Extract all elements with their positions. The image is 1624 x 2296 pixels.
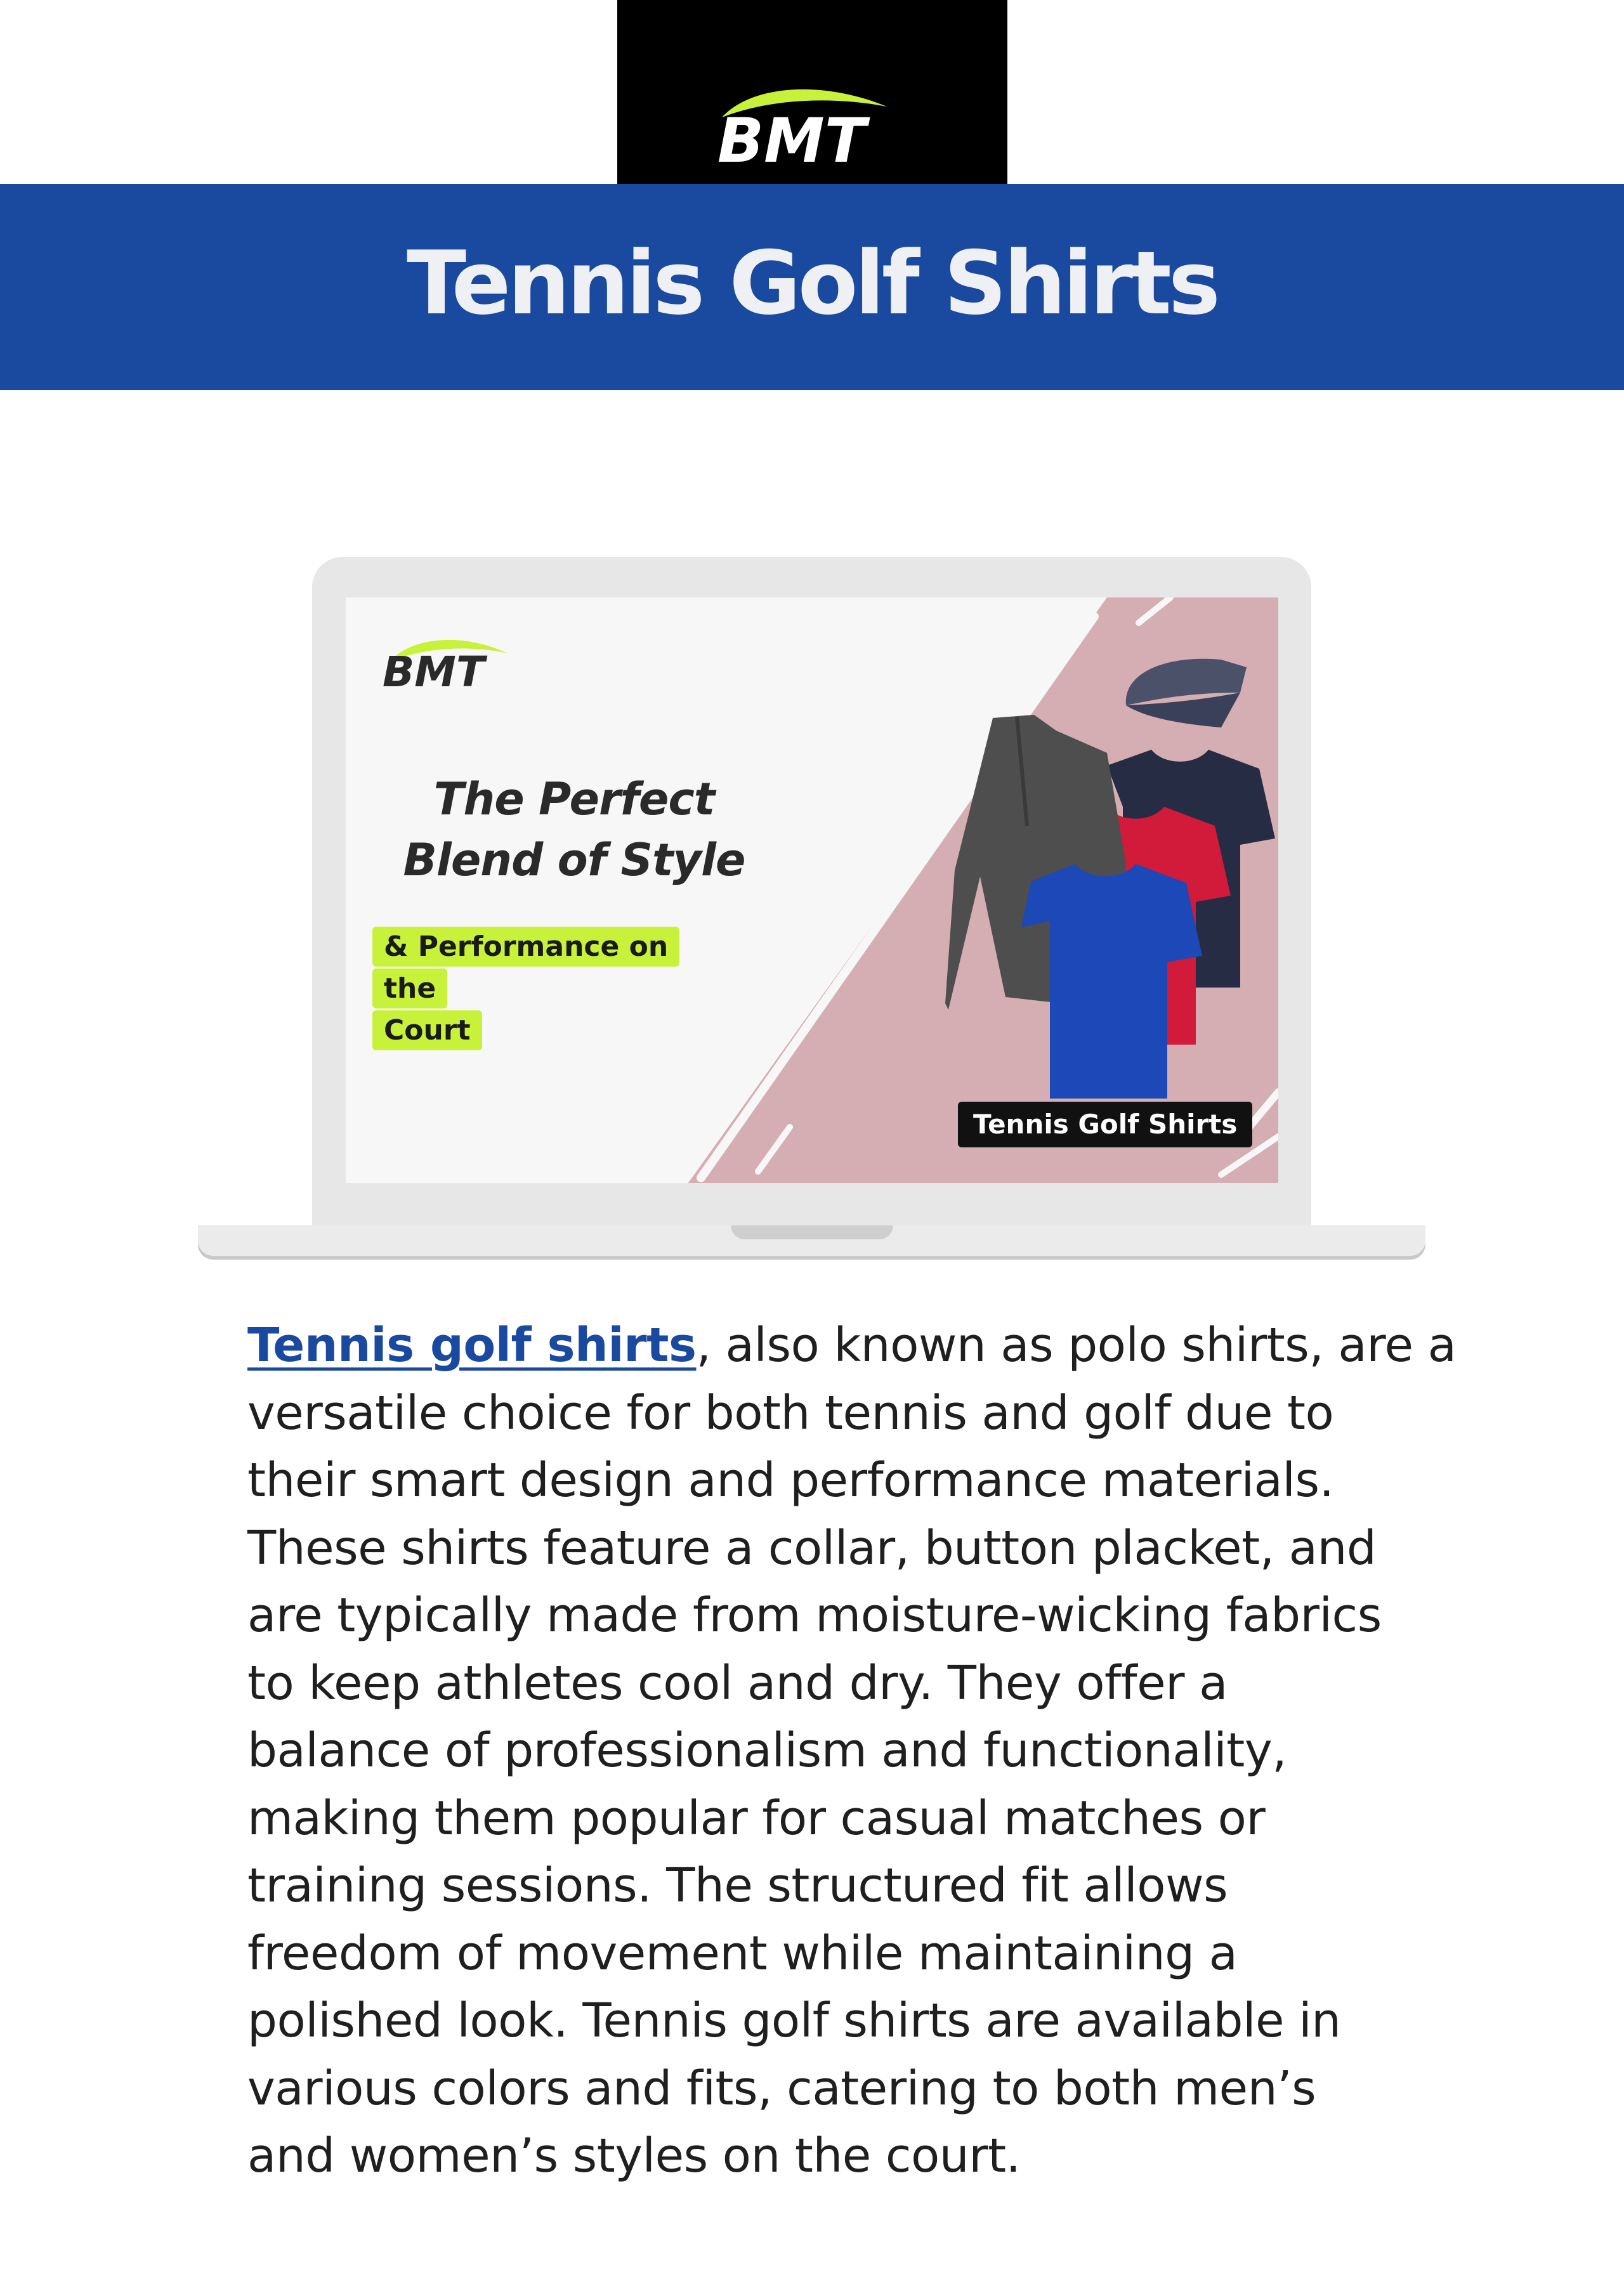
article-line: are typically made from moisture-wicking fabrics [247, 1588, 1382, 1643]
promo-headline-line-2: Blend of Style [403, 834, 745, 886]
article-line: polished look. Tennis golf shirts are available in [247, 1993, 1341, 2048]
article-line: various colors and fits, catering to both men’s [247, 2061, 1316, 2116]
promo-subheadline [372, 926, 740, 1052]
article-line: versatile choice for both tennis and golf due to [247, 1385, 1334, 1440]
promo-sub-line-1: & Performance on the [372, 927, 679, 1008]
article-line [247, 1312, 1457, 1380]
article-line: and women’s styles on the court. [247, 2129, 1021, 2183]
promo-headline [371, 769, 777, 890]
article-line: balance of professionalism and functionality, [247, 1723, 1287, 1778]
article-line: freedom of movement while maintaining a [247, 1926, 1238, 1981]
laptop-notch [731, 1225, 893, 1239]
bmt-logo-icon [617, 0, 1007, 184]
promo-sub-line-2: Court [372, 1010, 482, 1050]
article-line-1-rest: , also known as polo shirts, are a [696, 1318, 1457, 1373]
article-line: These shirts feature a collar, button placket, and [247, 1520, 1377, 1575]
article-paragraph [247, 1312, 1457, 2190]
article-line: making them popular for casual matches or [247, 1790, 1266, 1846]
article-line: to keep athletes cool and dry. They offer a [247, 1655, 1228, 1711]
tennis-golf-shirts-link[interactable]: Tennis golf shirts [247, 1318, 697, 1373]
promo-logo-text: BMT [383, 648, 485, 696]
laptop-screen-promo [346, 597, 1278, 1183]
promo-badge: Tennis Golf Shirts [958, 1102, 1252, 1147]
page-title: Tennis Golf Shirts [407, 232, 1217, 334]
title-banner [0, 184, 1624, 390]
header-logo-block [617, 0, 1007, 184]
article-line: their smart design and performance materials. [247, 1453, 1334, 1508]
header-logo-text: BMT [717, 105, 867, 176]
promo-headline-line-1: The Perfect [433, 773, 715, 825]
article-line: training sessions. The structured fit allows [247, 1858, 1228, 1913]
